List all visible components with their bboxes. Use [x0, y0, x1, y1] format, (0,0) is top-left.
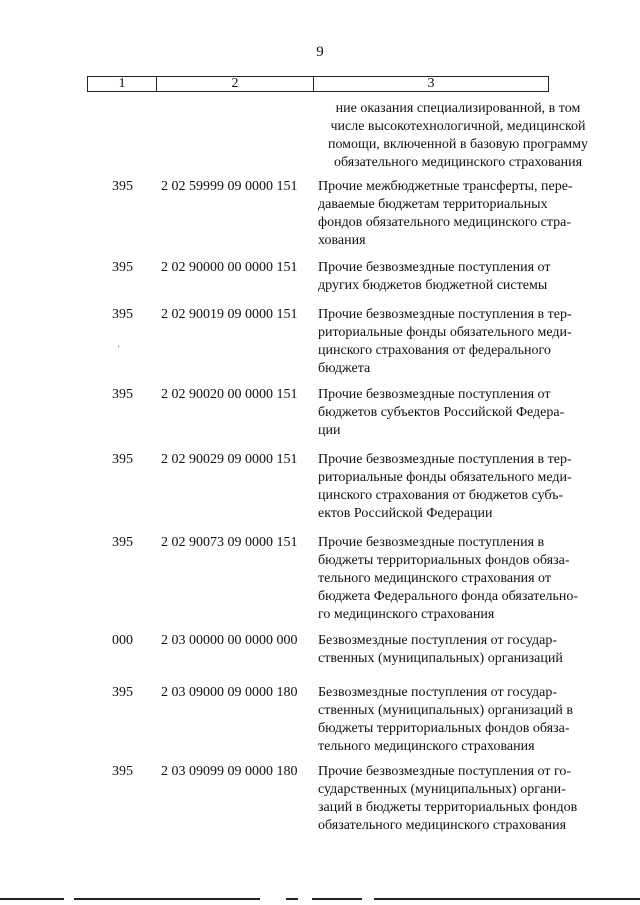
row-description: Прочие безвозмездные поступления от го- сударственных (муниципальных) органи- заций в бюджеты территориальных фондов обязательного медицинского страхования	[318, 764, 578, 833]
admin-code: 000	[112, 633, 133, 648]
footer-rule	[0, 898, 640, 901]
row-description: Безвозмездные поступления от государ- ственных (муниципальных) организаций	[318, 633, 563, 666]
row-description: Прочие безвозмездные поступления в тер- риториальные фонды обязательного меди- цинского страхования от федерального бюджета	[318, 307, 572, 376]
admin-code: 395	[112, 685, 133, 700]
admin-code: 395	[112, 307, 133, 322]
admin-code: 395	[112, 535, 133, 550]
header-col-3: 3	[314, 77, 549, 92]
budget-code: 2 02 59999 09 0000 151	[161, 179, 298, 194]
budget-code: 2 02 90000 00 0000 151	[161, 260, 298, 275]
row-description: Прочие безвозмездные поступления в тер- риториальные фонды обязательного меди- цинского страхования от бюджетов субъ- ектов Российской Федерации	[318, 452, 572, 521]
admin-code: 395	[112, 764, 133, 779]
budget-code: 2 03 09000 09 0000 180	[161, 685, 298, 700]
budget-code: 2 02 90019 09 0000 151	[161, 307, 298, 322]
budget-code: 2 02 90073 09 0000 151	[161, 535, 298, 550]
footer-rule-segment	[312, 898, 362, 900]
admin-code: 395	[112, 387, 133, 402]
footer-rule-segment	[374, 898, 640, 900]
budget-code: 2 02 90020 00 0000 151	[161, 387, 298, 402]
admin-code: 395	[112, 260, 133, 275]
column-header-table	[87, 76, 549, 92]
page-number: 9	[316, 44, 324, 60]
row-description: Прочие безвозмездные поступления от других бюджетов бюджетной системы	[318, 260, 551, 293]
footer-rule-segment	[286, 898, 298, 900]
budget-code: 2 02 90029 09 0000 151	[161, 452, 298, 467]
row-description: Прочие безвозмездные поступления в бюджеты территориальных фондов обяза- тельного медицинского страхования от бюджета Федерального фонда обязательно- го медицинского страхования	[318, 535, 579, 622]
admin-code: 395	[112, 452, 133, 467]
admin-code: 395	[112, 179, 133, 194]
budget-code: 2 03 09099 09 0000 180	[161, 764, 298, 779]
row-description: Прочие безвозмездные поступления от бюджетов субъектов Российской Федера- ции	[318, 387, 565, 438]
continuation-text: ние оказания специализированной, в том числе высокотехнологичной, медицинской помощи, включенной в базовую программу обязательного медицинского страхования	[327, 101, 589, 170]
footer-rule-segment	[0, 898, 64, 900]
row-description: Прочие межбюджетные трансферты, пере- даваемые бюджетам территориальных фондов обязательного медицинского стра- хования	[318, 179, 573, 248]
header-col-2: 2	[157, 77, 314, 92]
budget-code: 2 03 00000 00 0000 000	[161, 633, 298, 648]
footer-rule-segment	[74, 898, 260, 900]
scan-dot: ·	[117, 342, 121, 353]
header-col-1: 1	[88, 77, 157, 92]
row-description: Безвозмездные поступления от государ- ственных (муниципальных) организаций в бюджеты территориальных фондов обяза- тельного медицинского страхования	[318, 685, 573, 754]
